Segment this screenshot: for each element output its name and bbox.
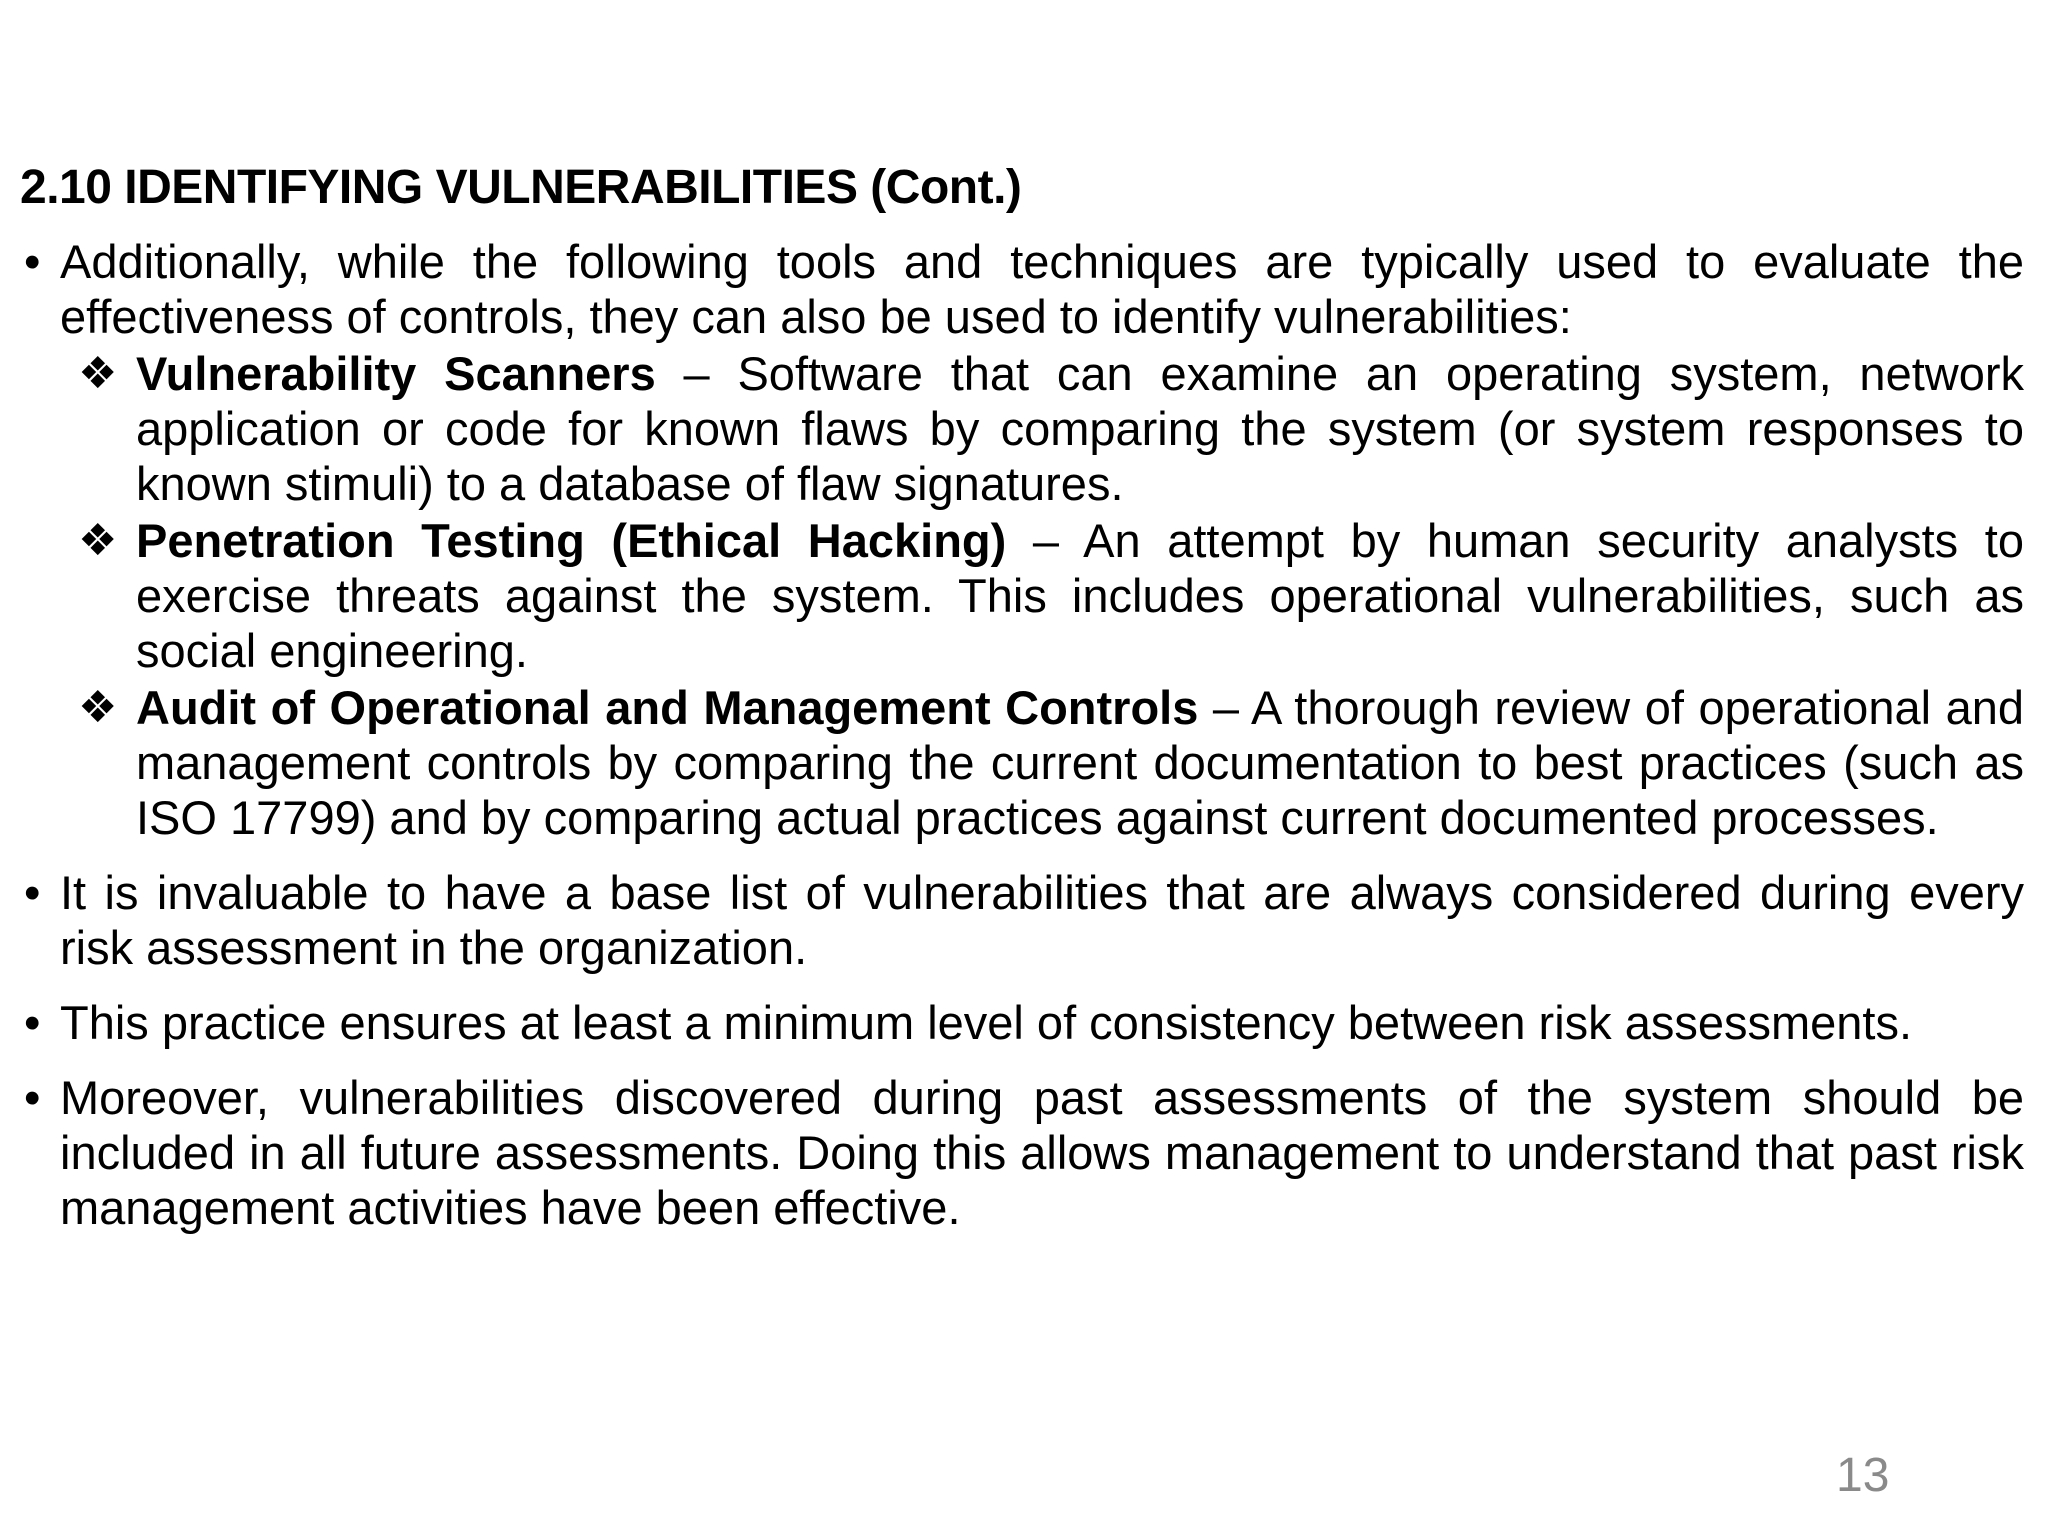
sub-list-item	[24, 680, 2024, 845]
sub-list-item	[24, 513, 2024, 678]
diamond-bullet-icon: ❖	[78, 349, 118, 398]
bullet-marker: •	[24, 1071, 41, 1124]
dash-separator: –	[1198, 681, 1251, 734]
bullet-marker: •	[24, 996, 41, 1049]
bullet-item	[24, 995, 2024, 1050]
sub-item-description: An attempt by human security analysts to exercise threats against the system. This includes operational vulnerabilities, such as social engineering.	[136, 514, 2024, 677]
bullet-item	[24, 865, 2024, 975]
diamond-bullet-icon: ❖	[78, 683, 118, 732]
bullet-item	[24, 234, 2024, 344]
page-number: 13	[1836, 1449, 1890, 1502]
slide-title: 2.10 IDENTIFYING VULNERABILITIES (Cont.)	[20, 161, 1022, 214]
sub-item-term: Vulnerability Scanners	[136, 347, 656, 400]
bullet-text: Additionally, while the following tools and techniques are typically used to evaluate the effectiveness of controls, they can also be used to identify vulnerabilities:	[60, 235, 2024, 343]
sub-item-term: Penetration Testing (Ethical Hacking)	[136, 514, 1007, 567]
dash-separator: –	[1006, 514, 1084, 567]
slide-content	[24, 234, 2024, 1235]
bullet-text: This practice ensures at least a minimum level of consistency between risk assessments.	[60, 996, 1913, 1049]
sub-list-item	[24, 346, 2024, 511]
bullet-marker: •	[24, 866, 41, 919]
sub-item-description: Software that can examine an operating system, network application or code for known flaws by comparing the system (or system responses to known stimuli) to a database of flaw signatures.	[136, 347, 2024, 510]
diamond-bullet-icon: ❖	[78, 516, 118, 565]
sub-item-term: Audit of Operational and Management Controls	[136, 681, 1199, 734]
dash-separator: –	[655, 347, 738, 400]
bullet-text: Moreover, vulnerabilities discovered during past assessments of the system should be included in all future assessments. Doing this allows management to understand that past risk management activities have been effective.	[60, 1071, 2024, 1234]
sub-item-description: A thorough review of operational and management controls by comparing the current documentation to best practices (such as ISO 17799) and by comparing actual practices against current documented processes.	[136, 681, 2025, 844]
bullet-marker: •	[24, 235, 41, 288]
bullet-item	[24, 1070, 2024, 1235]
bullet-text: It is invaluable to have a base list of vulnerabilities that are always considered during every risk assessment in the organization.	[60, 866, 2024, 974]
